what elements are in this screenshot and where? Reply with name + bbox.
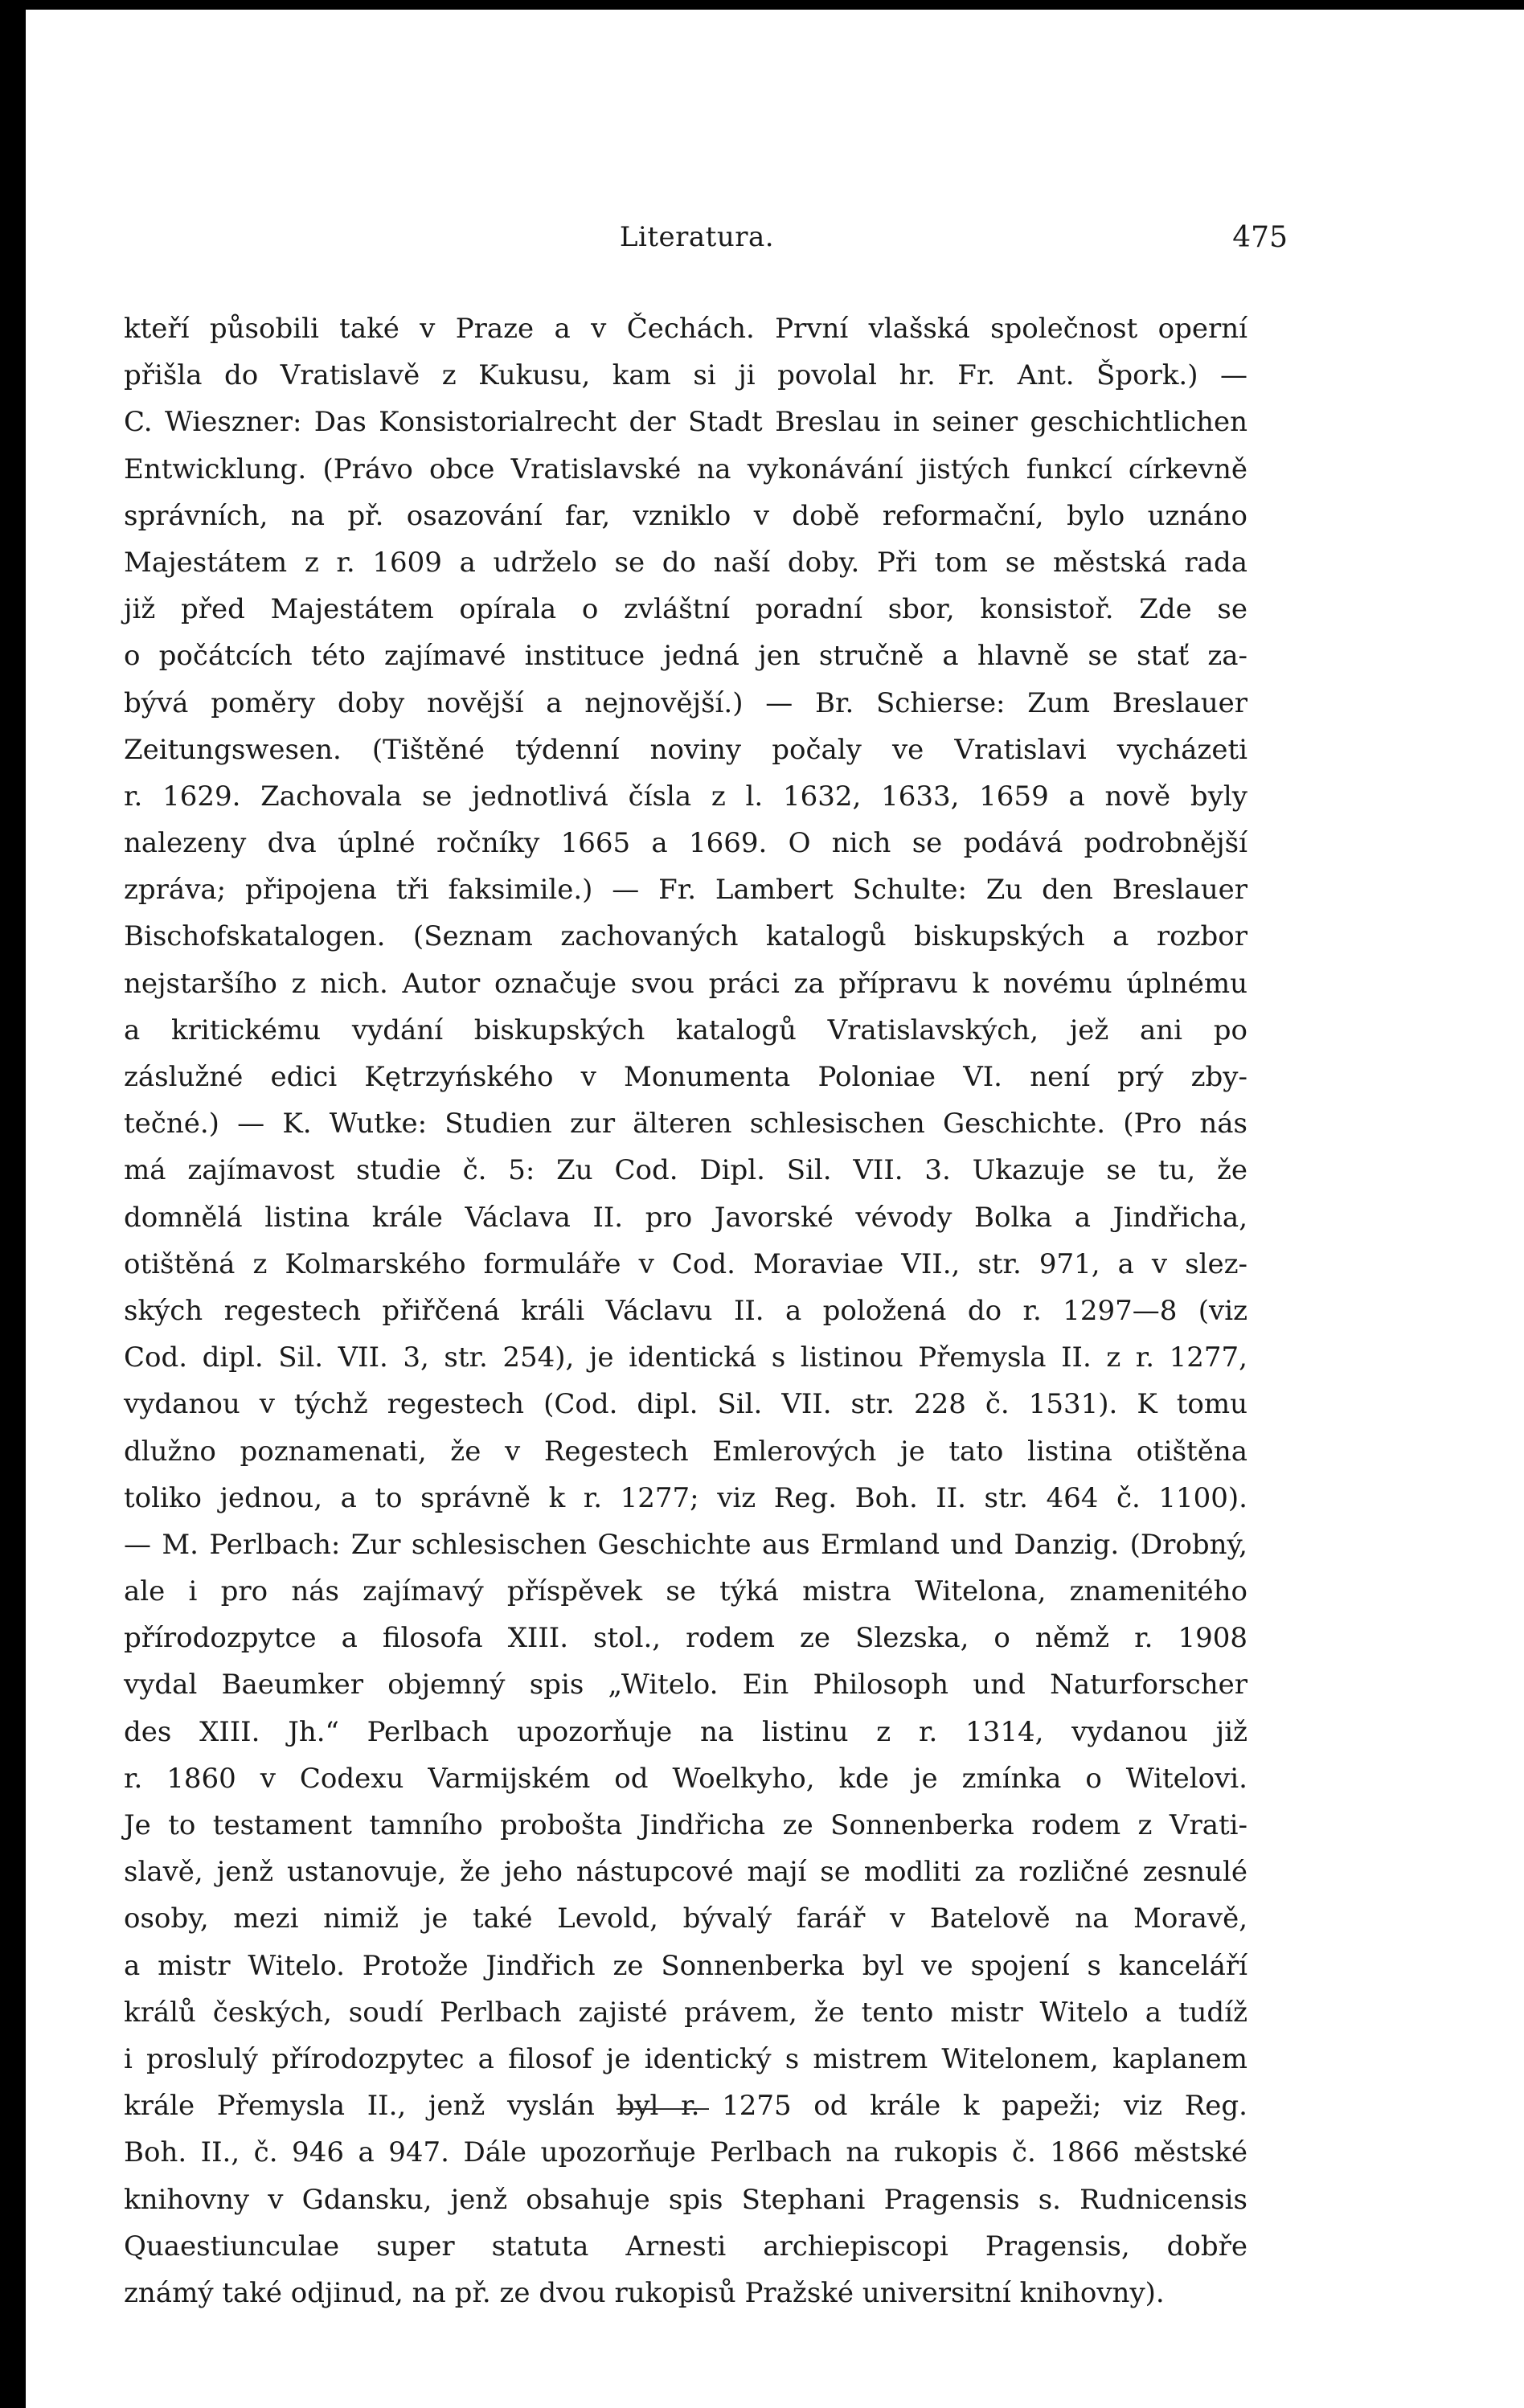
text-line: o počátcích této zajímavé instituce jedná jen stručně a hlavně se stať za- (124, 640, 1247, 673)
text-line: ale i pro nás zajímavý příspěvek se týká mistra Witelona, znamenitého (124, 1575, 1247, 1608)
text-line: správních, na př. osazování far, vzniklo v době reformační, bylo uznáno (124, 499, 1247, 532)
text-line: ských regestech přiřčená králi Václavu II. a položená do r. 1297—8 (viz (124, 1294, 1247, 1327)
text-line: r. 1629. Zachovala se jednotlivá čísla z l. 1632, 1633, 1659 a nově byly (124, 780, 1247, 813)
text-line: zpráva; připojena tři faksimile.) — Fr. Lambert Schulte: Zu den Breslauer (124, 874, 1247, 907)
text-line: Zeitungswesen. (Tištěné týdenní noviny počaly ve Vratislavi vycházeti (124, 733, 1247, 766)
text-line: domnělá listina krále Václava II. pro Javorské vévody Bolka a Jindřicha, (124, 1201, 1247, 1234)
page-number: 475 (1232, 221, 1288, 254)
page-header (106, 221, 1288, 269)
text-line: krále Přemysla II., jenž vyslán byl r. 1275 od krále k papeži; viz Reg. (124, 2090, 1247, 2123)
text-line: Bischofskatalogen. (Seznam zachovaných katalogů biskupských a rozbor (124, 920, 1247, 953)
text-line: již před Majestátem opírala o zvláštní poradní sbor, konsistoř. Zde se (124, 593, 1247, 626)
footer-rule (617, 2108, 709, 2110)
text-line: vydal Baeumker objemný spis „Witelo. Ein Philosoph und Naturforscher (124, 1669, 1247, 1702)
text-line: osoby, mezi nimiž je také Levold, bývalý farář v Batelově na Moravě, (124, 1902, 1247, 1935)
text-line: des XIII. Jh.“ Perlbach upozorňuje na listinu z r. 1314, vydanou již (124, 1715, 1247, 1748)
text-line: nalezeny dva úplné ročníky 1665 a 1669. O nich se podává podrobnější (124, 827, 1247, 860)
text-line: Je to testament tamního probošta Jindřicha ze Sonnenberka rodem z Vrati- (124, 1809, 1247, 1841)
text-line: Majestátem z r. 1609 a udrželo se do naší doby. Při tom se městská rada (124, 546, 1247, 579)
text-line: známý také odjinud, na př. ze dvou rukopisů Pražské universitní knihovny). (124, 2276, 1165, 2309)
text-line: dlužno poznamenati, že v Regestech Emlerových je tato listina otištěna (124, 1435, 1247, 1468)
text-line: C. Wieszner: Das Konsistorialrecht der Stadt Breslau in seiner geschichtlichen (124, 406, 1247, 439)
text-line: slavě, jenž ustanovuje, že jeho nástupcové mají se modliti za rozličné zesnulé (124, 1856, 1247, 1889)
text-line: r. 1860 v Codexu Varmijském od Woelkyho, kde je zmínka o Witelovi. (124, 1762, 1247, 1795)
text-line: i proslulý přírodozpytec a filosof je identický s mistrem Witelonem, kaplanem (124, 2042, 1247, 2075)
text-line: otištěná z Kolmarského formuláře v Cod. Moraviae VII., str. 971, a v slez- (124, 1247, 1247, 1280)
text-line: a kritickému vydání biskupských katalogů Vratislavských, jež ani po (124, 1014, 1247, 1046)
text-line: Boh. II., č. 946 a 947. Dále upozorňuje Perlbach na rukopis č. 1866 městské (124, 2136, 1247, 2169)
text-line: vydanou v týchž regestech (Cod. dipl. Sil. VII. str. 228 č. 1531). K tomu (124, 1388, 1247, 1421)
text-line: má zajímavost studie č. 5: Zu Cod. Dipl. Sil. VII. 3. Ukazuje se tu, že (124, 1154, 1247, 1187)
text-line: a mistr Witelo. Protože Jindřich ze Sonnenberka byl ve spojení s kanceláří (124, 1949, 1247, 1982)
text-line: Quaestiunculae super statuta Arnesti archiepiscopi Pragensis, dobře (124, 2230, 1247, 2263)
text-line: — M. Perlbach: Zur schlesischen Geschichte aus Ermland und Danzig. (Drobný, (124, 1528, 1247, 1561)
scanned-book-page (26, 10, 1524, 2408)
text-line: přírodozpytce a filosofa XIII. stol., rodem ze Slezska, o němž r. 1908 (124, 1622, 1247, 1655)
text-line: nejstaršího z nich. Autor označuje svou práci za přípravu k novému úplnému (124, 967, 1247, 1000)
text-line: tečné.) — K. Wutke: Studien zur älteren schlesischen Geschichte. (Pro nás (124, 1108, 1247, 1141)
text-line: bývá poměry doby novější a nejnovější.) — Br. Schierse: Zum Breslauer (124, 686, 1247, 719)
text-line: kteří působili také v Praze a v Čechách. První vlašská společnost operní (124, 313, 1247, 345)
text-line: záslužné edici Kętrzyńského v Monumenta Poloniae VI. není prý zby- (124, 1061, 1247, 1093)
text-line: Entwicklung. (Právo obce Vratislavské na vykonávání jistých funkcí církevně (124, 453, 1247, 485)
running-title: Literatura. (619, 221, 775, 253)
text-line: Cod. dipl. Sil. VII. 3, str. 254), je identická s listinou Přemysla II. z r. 1277, (124, 1341, 1247, 1374)
text-line: toliko jednou, a to správně k r. 1277; viz Reg. Boh. II. str. 464 č. 1100). (124, 1481, 1247, 1514)
text-line: králů českých, soudí Perlbach zajisté právem, že tento mistr Witelo a tudíž (124, 1996, 1247, 2029)
text-line: knihovny v Gdansku, jenž obsahuje spis Stephani Pragensis s. Rudnicensis (124, 2183, 1247, 2216)
text-line: přišla do Vratislavě z Kukusu, kam si ji povolal hr. Fr. Ant. Špork.) — (124, 359, 1247, 392)
body-text (124, 305, 1247, 2316)
